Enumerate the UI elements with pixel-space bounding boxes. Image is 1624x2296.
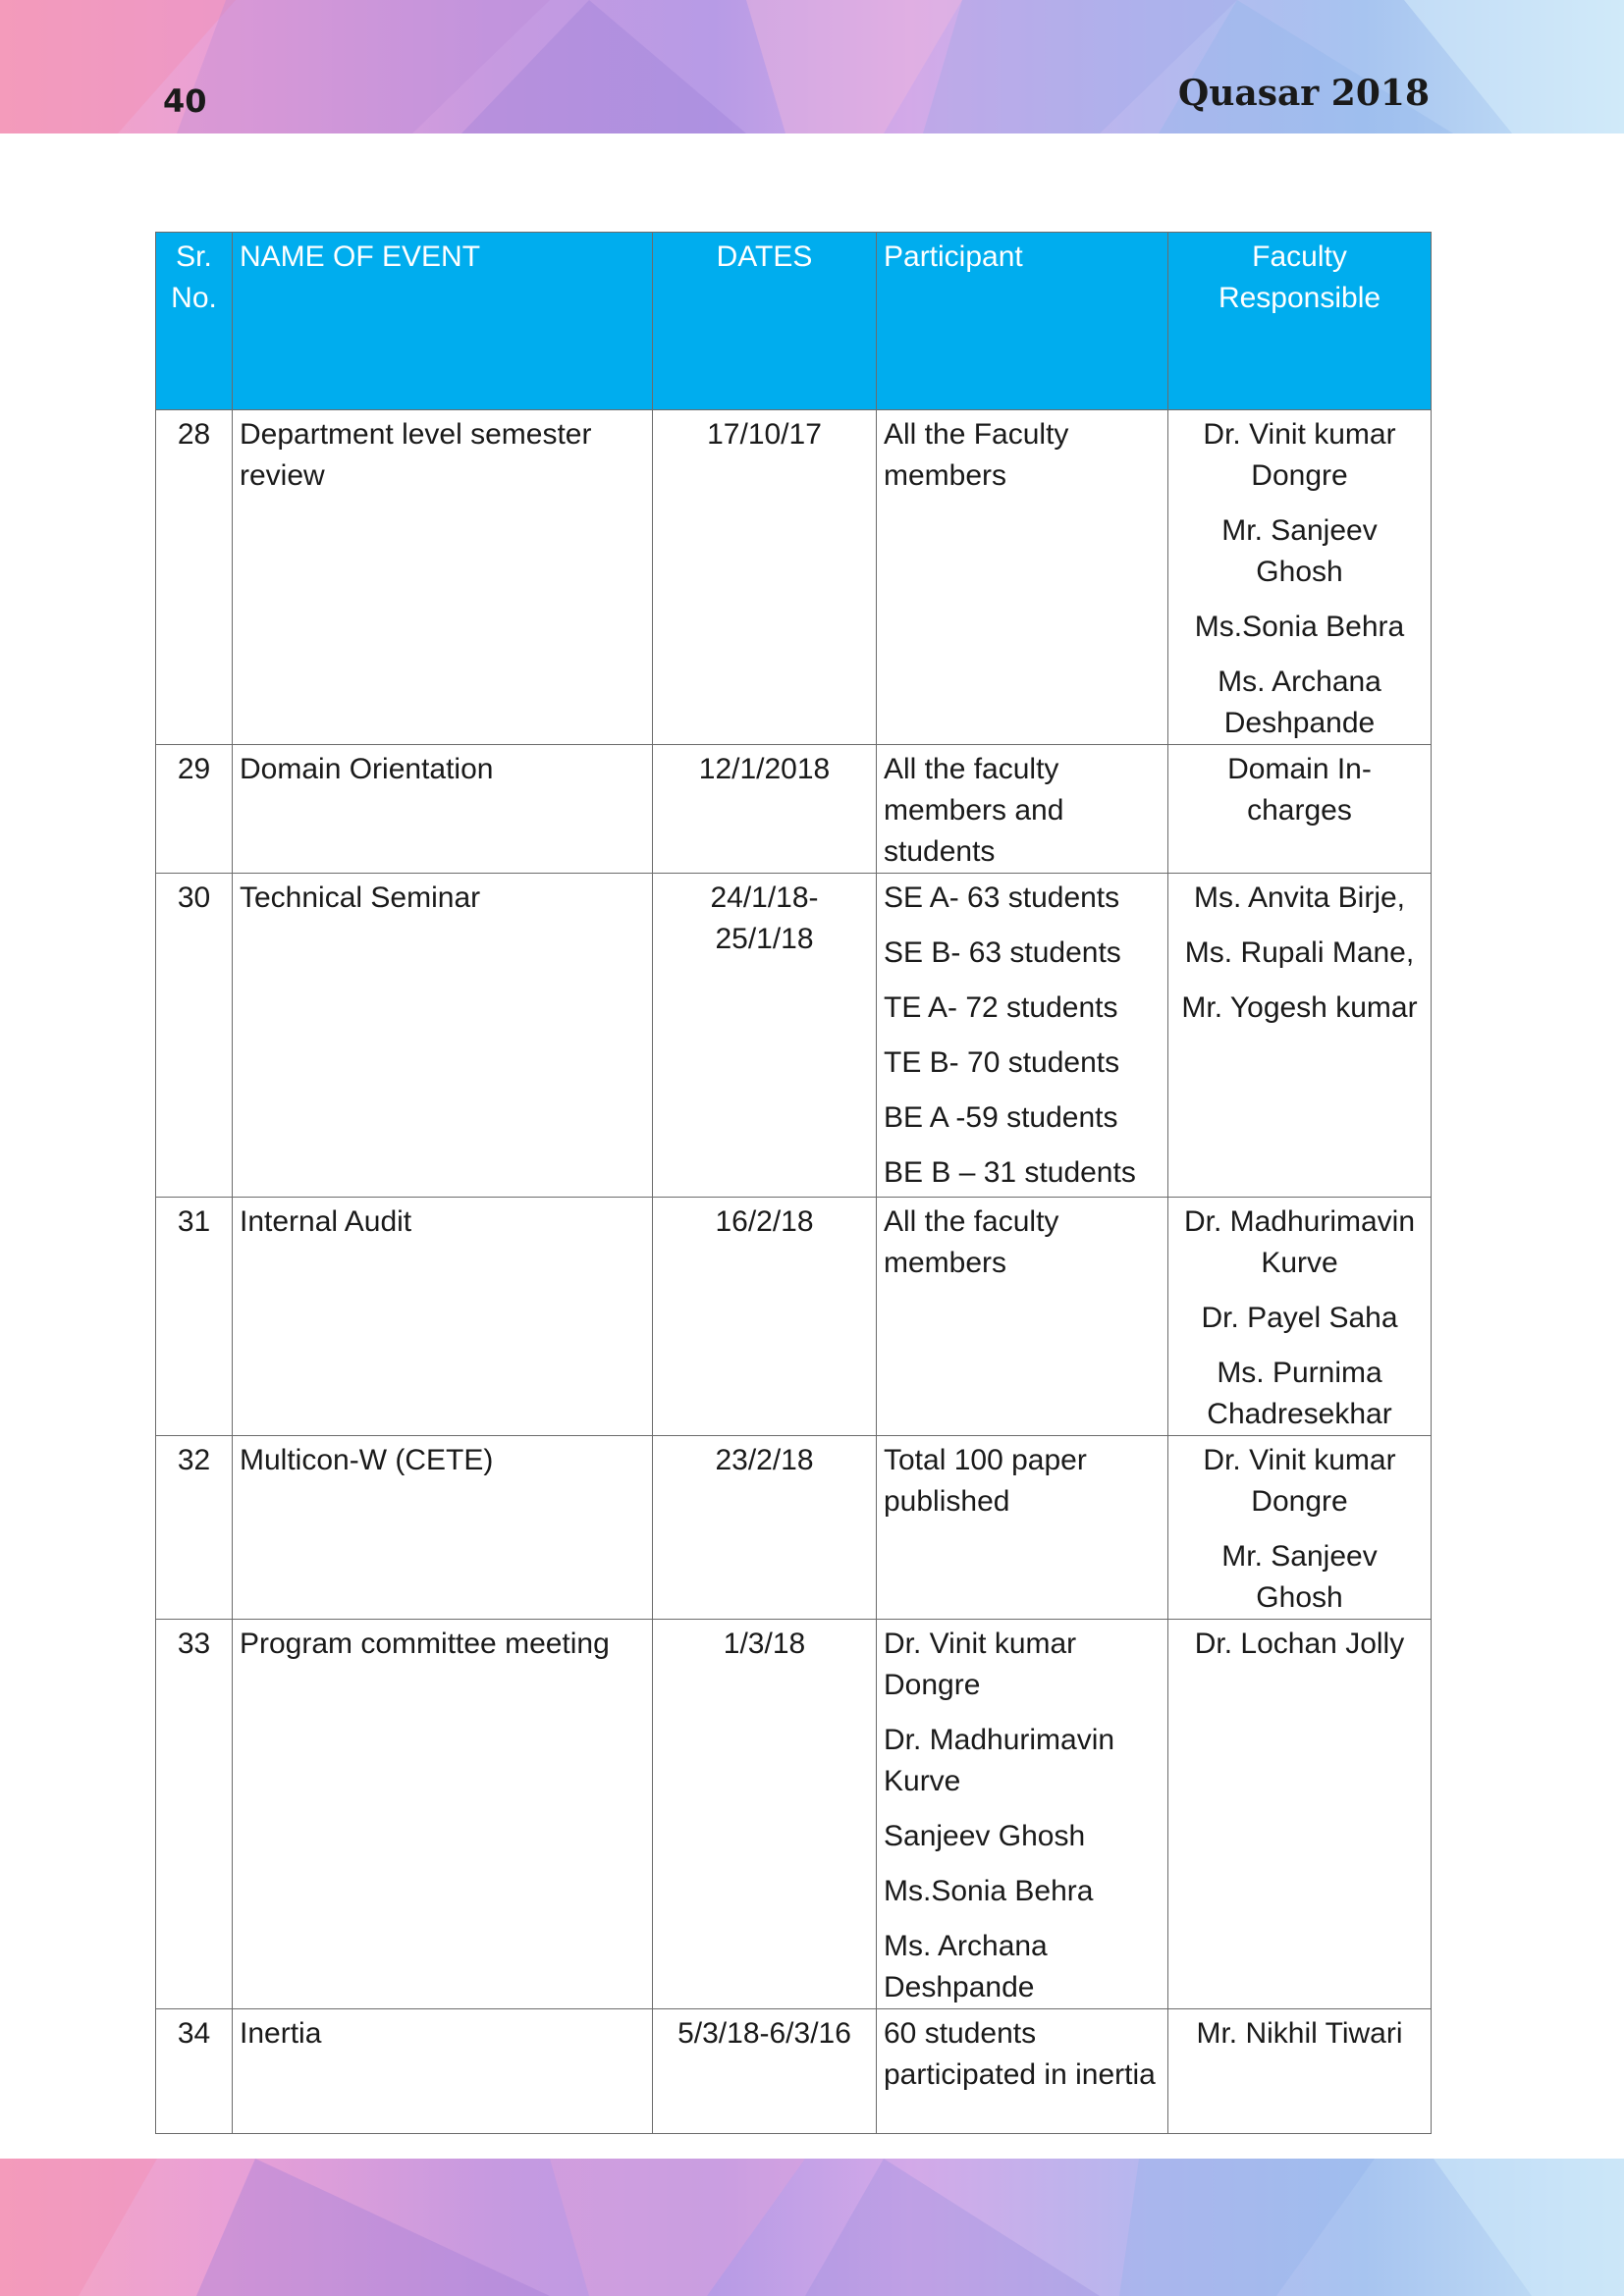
events-table <box>155 232 1432 2134</box>
header-banner <box>0 0 1624 133</box>
faculty-cell: Dr. Vinit kumar Dongre Mr. Sanjeev Ghosh <box>1168 1436 1432 1620</box>
sr-no-cell: 31 <box>156 1198 233 1436</box>
event-name-cell: Program committee meeting <box>233 1620 653 2009</box>
dates-cell: 17/10/17 <box>653 410 877 745</box>
table-row <box>156 745 1432 874</box>
event-name-cell: Domain Orientation <box>233 745 653 874</box>
dates-cell: 16/2/18 <box>653 1198 877 1436</box>
table-row <box>156 1198 1432 1436</box>
event-name-cell: Inertia <box>233 2009 653 2134</box>
faculty-cell: Dr. Madhurimavin Kurve Dr. Payel Saha Ms. Purnima Chadresekhar <box>1168 1198 1432 1436</box>
participant-cell: SE A- 63 students SE B- 63 students TE A- 72 students TE B- 70 students BE A -59 students BE B – 31 students <box>877 874 1168 1198</box>
banner-pattern <box>0 2159 1624 2296</box>
faculty-cell: Domain In-charges <box>1168 745 1432 874</box>
sr-no-cell: 34 <box>156 2009 233 2134</box>
table-row <box>156 1436 1432 1620</box>
dates-cell: 23/2/18 <box>653 1436 877 1620</box>
table-row <box>156 1620 1432 2009</box>
participant-cell: Total 100 paper published <box>877 1436 1168 1620</box>
event-name-cell: Technical Seminar <box>233 874 653 1198</box>
sr-no-cell: 30 <box>156 874 233 1198</box>
table-row <box>156 874 1432 1198</box>
sr-no-cell: 29 <box>156 745 233 874</box>
column-header-participant: Participant <box>877 233 1168 410</box>
participant-cell: All the Faculty members <box>877 410 1168 745</box>
dates-cell: 1/3/18 <box>653 1620 877 2009</box>
sr-no-cell: 28 <box>156 410 233 745</box>
page-number: 40 <box>163 82 207 120</box>
column-header-faculty: Faculty Responsible <box>1168 233 1432 410</box>
participant-cell: 60 students participated in inertia <box>877 2009 1168 2134</box>
participant-cell: Dr. Vinit kumar Dongre Dr. Madhurimavin Kurve Sanjeev Ghosh Ms.Sonia Behra Ms. Archana Deshpande <box>877 1620 1168 2009</box>
table-row <box>156 410 1432 745</box>
column-header-name: NAME OF EVENT <box>233 233 653 410</box>
participant-cell: All the faculty members and students <box>877 745 1168 874</box>
faculty-cell: Dr. Vinit kumar Dongre Mr. Sanjeev Ghosh Ms.Sonia Behra Ms. Archana Deshpande <box>1168 410 1432 745</box>
footer-banner <box>0 2159 1624 2296</box>
faculty-cell: Ms. Anvita Birje, Ms. Rupali Mane, Mr. Yogesh kumar <box>1168 874 1432 1198</box>
publication-title: Quasar 2018 <box>1177 73 1430 114</box>
event-name-cell: Internal Audit <box>233 1198 653 1436</box>
event-name-cell: Multicon-W (CETE) <box>233 1436 653 1620</box>
participant-cell: All the faculty members <box>877 1198 1168 1436</box>
table-header-row <box>156 233 1432 410</box>
event-name-cell: Department level semester review <box>233 410 653 745</box>
column-header-dates: DATES <box>653 233 877 410</box>
dates-cell: 5/3/18-6/3/16 <box>653 2009 877 2134</box>
table-row <box>156 2009 1432 2134</box>
faculty-cell: Dr. Lochan Jolly <box>1168 1620 1432 2009</box>
dates-cell: 12/1/2018 <box>653 745 877 874</box>
sr-no-cell: 32 <box>156 1436 233 1620</box>
sr-no-cell: 33 <box>156 1620 233 2009</box>
faculty-cell: Mr. Nikhil Tiwari <box>1168 2009 1432 2134</box>
dates-cell: 24/1/18- 25/1/18 <box>653 874 877 1198</box>
column-header-sr: Sr. No. <box>156 233 233 410</box>
